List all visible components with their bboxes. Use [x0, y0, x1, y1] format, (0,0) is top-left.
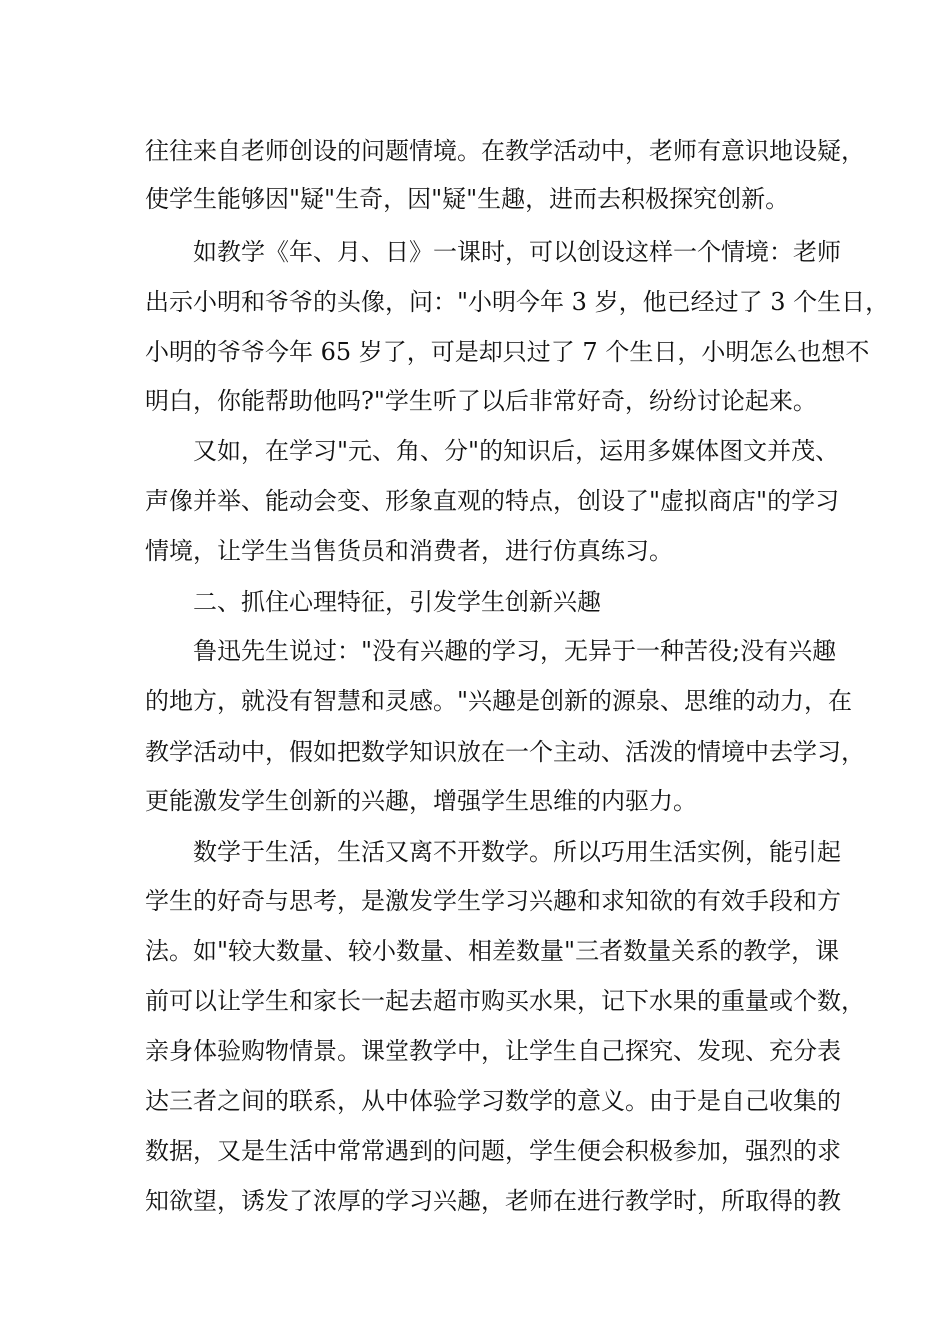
- text-line: 更能激发学生创新的兴趣，增强学生思维的内驱力。: [145, 787, 697, 815]
- text-line: 出示小明和爷爷的头像，问："小明今年 3 岁，他已经过了 3 个生日，: [145, 288, 890, 316]
- section-heading: 二、抓住心理特征，引发学生创新兴趣: [193, 588, 601, 616]
- text-line: 数据，又是生活中常常遇到的问题，学生便会积极参加，强烈的求: [145, 1137, 841, 1165]
- text-line: 知欲望，诱发了浓厚的学习兴趣，老师在进行教学时，所取得的教: [145, 1187, 841, 1215]
- text-line: 达三者之间的联系，从中体验学习数学的意义。由于是自己收集的: [145, 1087, 841, 1115]
- text-line: 明白，你能帮助他吗?"学生听了以后非常好奇，纷纷讨论起来。: [145, 387, 817, 415]
- text-line: 使学生能够因"疑"生奇，因"疑"生趣，进而去积极探究创新。: [145, 185, 790, 213]
- text-line: 的地方，就没有智慧和灵感。"兴趣是创新的源泉、思维的动力，在: [145, 687, 853, 715]
- text-line: 往往来自老师创设的问题情境。在教学活动中，老师有意识地设疑，: [145, 137, 865, 165]
- text-line: 情境，让学生当售货员和消费者，进行仿真练习。: [145, 537, 673, 565]
- text-line: 学生的好奇与思考，是激发学生学习兴趣和求知欲的有效手段和方: [145, 887, 841, 915]
- text-line: 数学于生活，生活又离不开数学。所以巧用生活实例，能引起: [193, 838, 841, 866]
- text-line: 教学活动中，假如把数学知识放在一个主动、活泼的情境中去学习，: [145, 738, 865, 766]
- text-line: 鲁迅先生说过："没有兴趣的学习，无异于一种苦役;没有兴趣: [193, 637, 837, 665]
- text-line: 法。如"较大数量、较小数量、相差数量"三者数量关系的教学，课: [145, 937, 840, 965]
- text-line: 又如，在学习"元、角、分"的知识后，运用多媒体图文并茂、: [193, 437, 840, 465]
- text-line: 声像并举、能动会变、形象直观的特点，创设了"虚拟商店"的学习: [145, 487, 840, 515]
- text-line: 前可以让学生和家长一起去超市购买水果，记下水果的重量或个数，: [145, 987, 865, 1015]
- text-line: 如教学《年、月、日》一课时，可以创设这样一个情境：老师: [193, 238, 841, 266]
- text-line: 亲身体验购物情景。课堂教学中，让学生自己探究、发现、充分表: [145, 1037, 841, 1065]
- text-line: 小明的爷爷今年 65 岁了，可是却只过了 7 个生日，小明怎么也想不: [145, 338, 870, 366]
